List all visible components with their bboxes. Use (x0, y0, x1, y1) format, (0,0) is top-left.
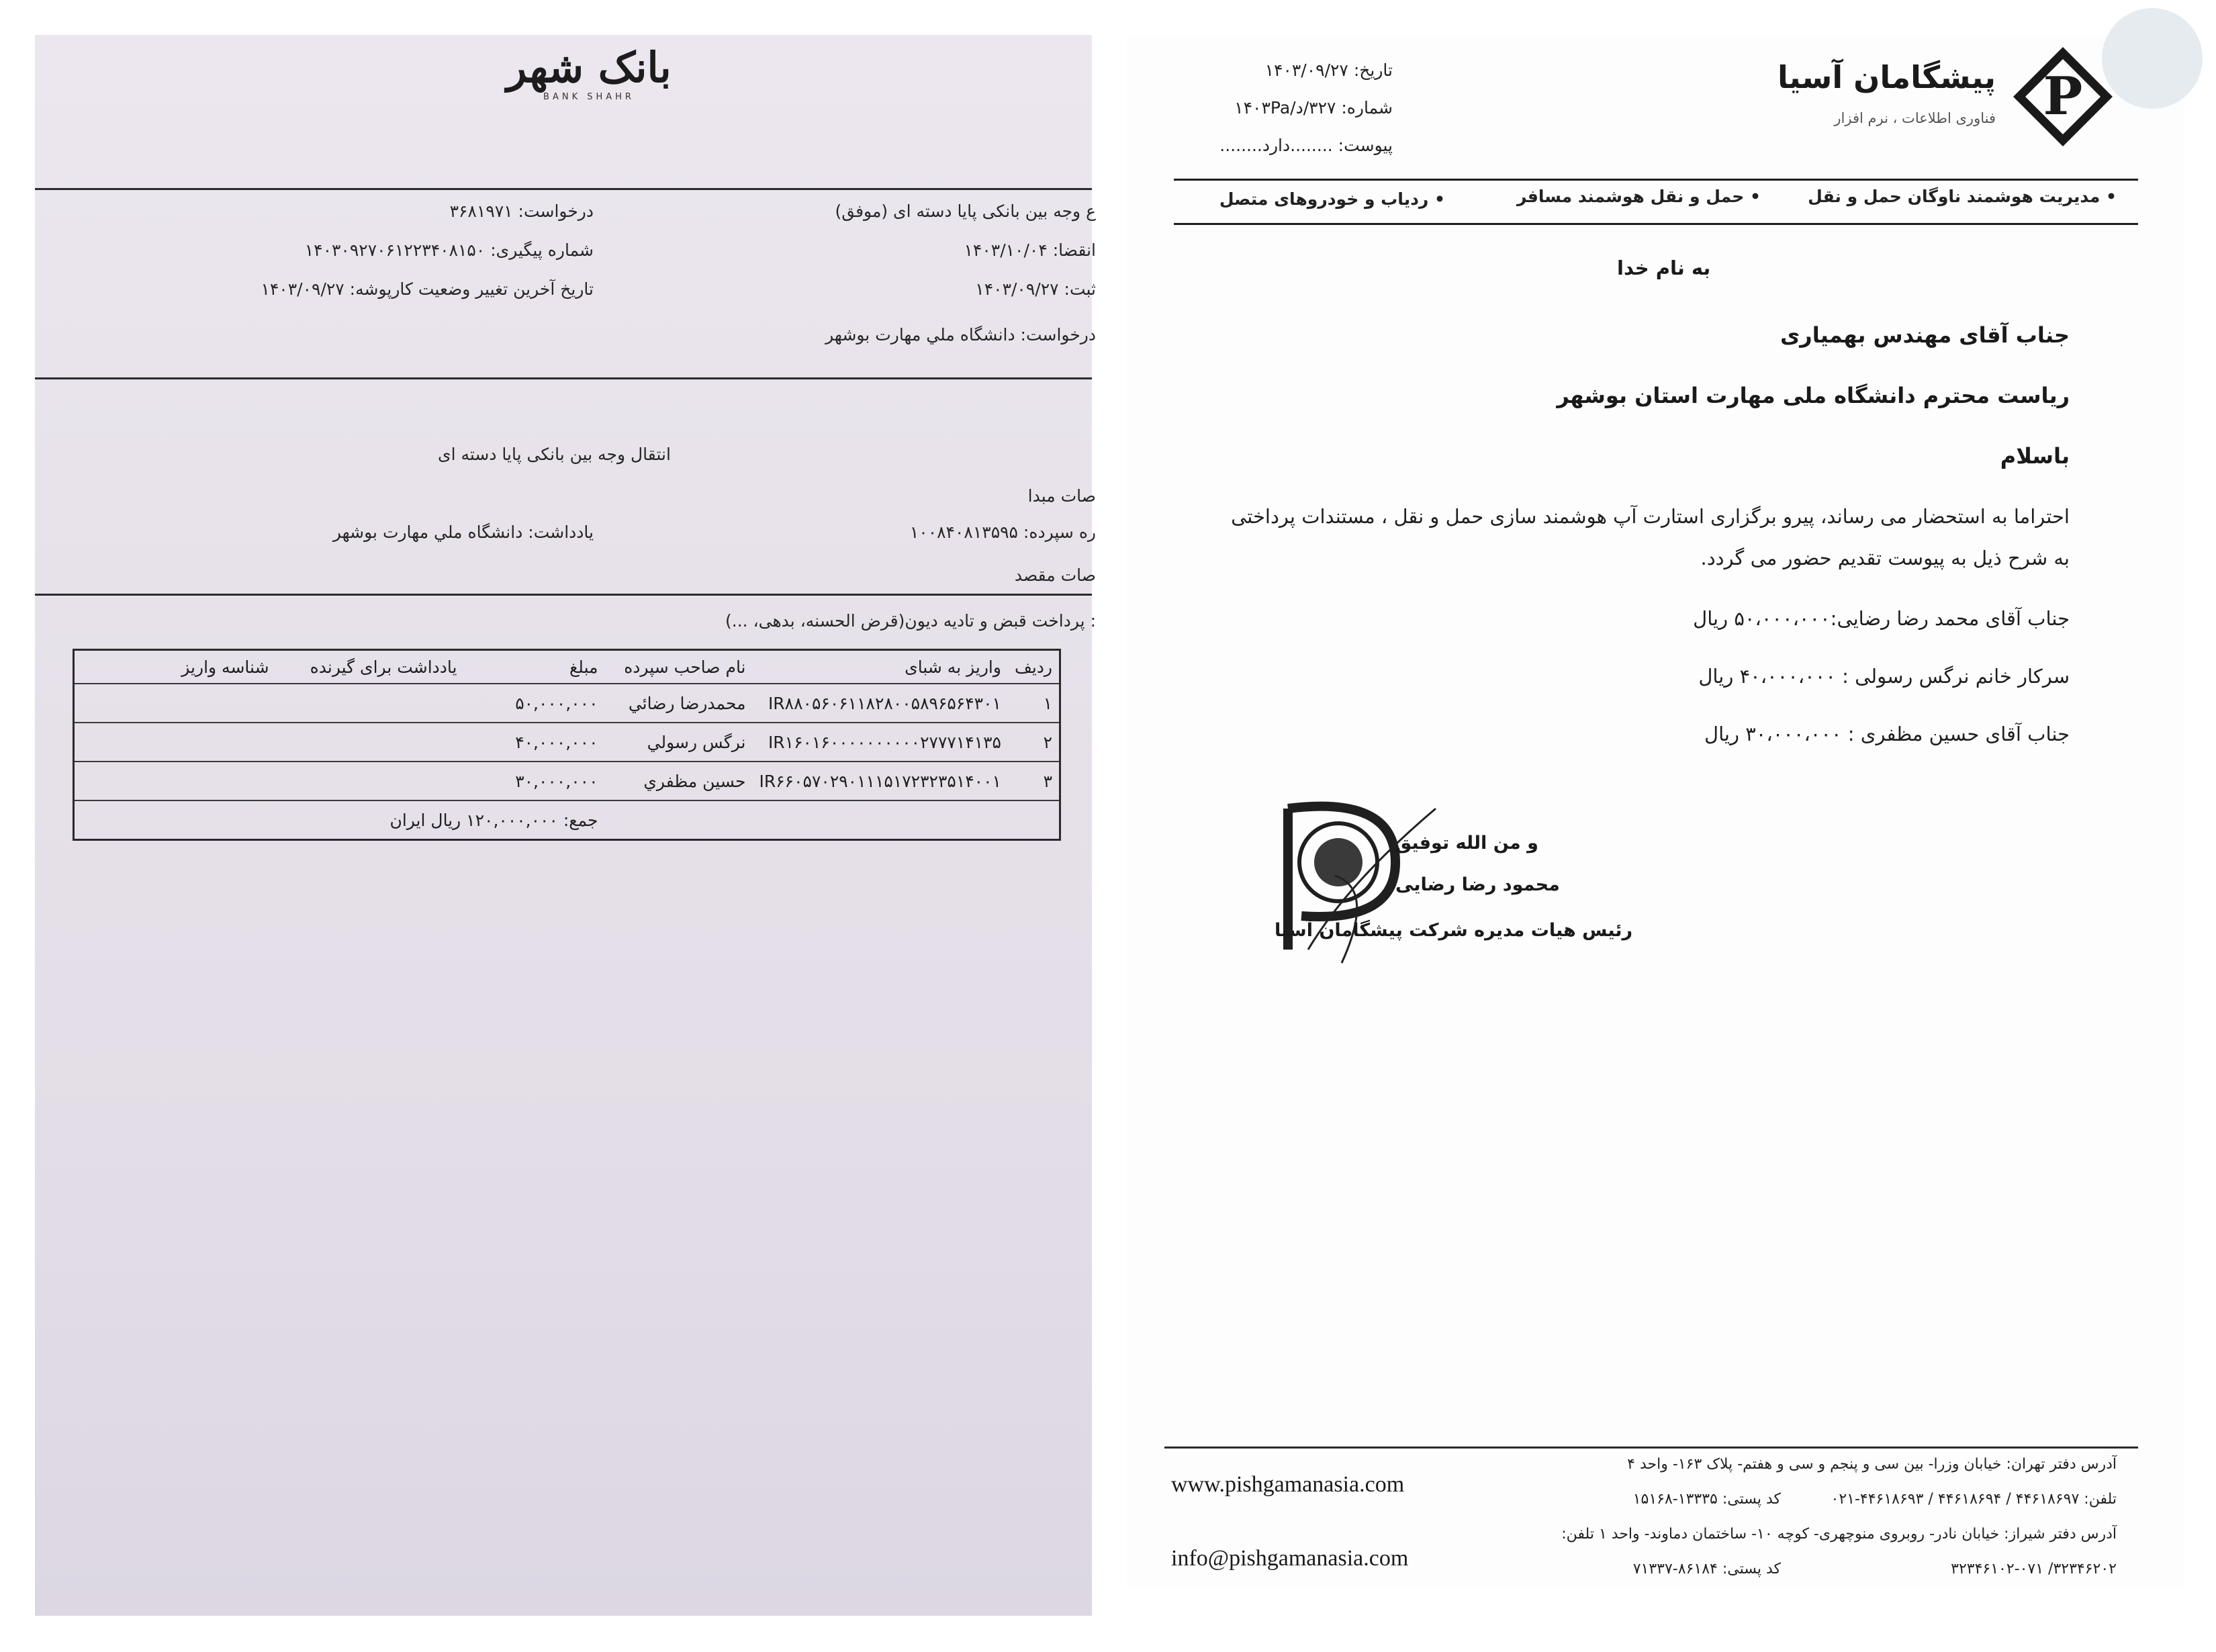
tehran-phone: تلفن: ۴۴۶۱۸۶۹۷ / ۴۴۶۱۸۶۹۴ / ۴۴۶۱۸۶۹۳-۰۲۱ (1831, 1491, 2117, 1508)
header-bottom-rule (1174, 223, 2138, 225)
payment-table (73, 649, 1061, 841)
cell-row-number: ۳ (1008, 762, 1060, 800)
expiry-date: انقضا: ۱۴۰۳/۱۰/۰۴ (964, 240, 1096, 260)
request-note: درخواست: دانشگاه ملي مهارت بوشهر (825, 325, 1096, 345)
bank-logo-text: بانک شهر (506, 43, 672, 92)
cell-owner: محمدرضا رضائي (605, 684, 753, 723)
payment-line-2: سرکار خانم نرگس رسولی : ۴۰،۰۰۰،۰۰۰ ریال (1698, 665, 2070, 688)
service-item-tracker: • ردیاب و خودروهای متصل (1219, 189, 1445, 209)
service-label: ردیاب و خودروهای متصل (1219, 189, 1429, 209)
tracking-number: شماره پیگیری: ۱۴۰۳۰۹۲۷۰۶۱۲۲۳۴۰۸۱۵۰ (304, 240, 594, 260)
transfer-purpose: : پرداخت قبض و تادیه دیون(قرض الحسنه، بدهی، ...) (725, 611, 1096, 631)
cell-recipient-note (276, 762, 464, 800)
table-row (74, 762, 1060, 800)
tehran-postal-code: کد پستی: ۱۳۳۳۵-۱۵۱۶۸ (1632, 1491, 1781, 1508)
cell-amount: ۳۰,۰۰۰,۰۰۰ (464, 762, 605, 800)
table-total-row (74, 800, 1060, 840)
registration-date: ثبت: ۱۴۰۳/۰۹/۲۷ (975, 279, 1096, 299)
letter-number: شماره: ۳۲۷/د/۱۴۰۳Pa (1234, 98, 1393, 118)
svg-text:P: P (2043, 66, 2083, 127)
divider (35, 594, 1092, 596)
company-subtitle: فناوری اطلاعات ، نرم افزار (1834, 110, 1996, 126)
col-header-owner: نام صاحب سپرده (605, 650, 753, 684)
transfer-note: یادداشت: دانشگاه ملي مهارت بوشهر (332, 522, 594, 542)
bank-logo (468, 43, 710, 102)
shiraz-postal-code: کد پستی: ۸۶۱۸۴-۷۱۳۳۷ (1632, 1561, 1781, 1577)
company-logo-icon (2009, 43, 2117, 150)
header-top-rule (1174, 179, 2138, 181)
request-type: ع وجه بین بانکی پایا دسته ای (موفق) (835, 201, 1096, 221)
cell-amount: ۵۰,۰۰۰,۰۰۰ (464, 684, 605, 723)
cell-sheba: IR۸۸۰۵۶۰۶۱۱۸۲۸۰۰۵۸۹۶۵۶۴۳۰۱ (753, 684, 1008, 723)
cell-owner: حسین مظفري (605, 762, 753, 800)
closing-phrase: و من الله توفیق (1395, 833, 1538, 854)
company-letter-page (1127, 35, 2184, 1588)
corner-decoration (2102, 8, 2203, 109)
col-header-recipient-note: یادداشت برای گیرنده (276, 650, 464, 684)
col-header-sheba: واریز به شبای (753, 650, 1008, 684)
cell-deposit-id (74, 762, 276, 800)
cell-deposit-id (74, 723, 276, 762)
divider (35, 188, 1092, 190)
service-label: حمل و نقل هوشمند مسافر (1516, 187, 1745, 206)
cell-sheba: IR۱۶۰۱۶۰۰۰۰۰۰۰۰۰۰۲۷۷۷۱۴۱۳۵ (753, 723, 1008, 762)
recipient-name: جناب آقای مهندس بهمیاری (1780, 322, 2070, 348)
cell-row-number: ۱ (1008, 684, 1060, 723)
recipient-title: ریاست محترم دانشگاه ملی مهارت استان بوشهر (1557, 383, 2070, 408)
company-email[interactable]: info@pishgamanasia.com (1171, 1546, 1409, 1571)
cell-recipient-note (276, 684, 464, 723)
payment-line-1: جناب آقای محمد رضا رضایی:۵۰،۰۰۰،۰۰۰ ریال (1693, 607, 2070, 630)
bank-logo-subtext: BANK SHAHR (543, 92, 635, 102)
signer-title: رئیس هیات مدیره شرکت پیشگامان آسیا (1275, 920, 1633, 941)
letter-attachment: پیوست: ........دارد........ (1219, 136, 1393, 155)
dest-spec-label: صات مقصد (1014, 565, 1096, 585)
last-status-date: تاریخ آخرین تغییر وضعیت کارپوشه: ۱۴۰۳/۰۹/۲۷ (261, 279, 594, 299)
body-paragraph-line1: احتراما به استحضار می رساند، پیرو برگزاری استارت آپ هوشمند سازی حمل و نقل ، مستندات پرداختی (1231, 505, 2070, 528)
signer-name: محمود رضا رضایی (1395, 874, 1560, 895)
company-name: پیشگامان آسیا (1778, 59, 1996, 95)
table-total: جمع: ۱۲۰,۰۰۰,۰۰۰ ریال ایران (389, 810, 598, 830)
service-item-passenger: • حمل و نقل هوشمند مسافر (1516, 187, 1761, 206)
greeting: باسلام (2000, 443, 2070, 469)
transfer-title: انتقال وجه بین بانکی پایا دسته ای (438, 445, 671, 464)
bismillah: به نام خدا (1617, 257, 1711, 279)
request-number: درخواست: ۳۶۸۱۹۷۱ (449, 201, 594, 221)
col-header-deposit-id: شناسه واریز (74, 650, 276, 684)
divider (35, 377, 1092, 379)
bank-receipt-page (35, 35, 1096, 1616)
source-spec-label: صات مبدا (1027, 486, 1096, 506)
deposit-number: ره سپرده: ۱۰۰۸۴۰۸۱۳۵۹۵ (909, 522, 1096, 542)
service-label: مدیریت هوشمند ناوگان حمل و نقل (1808, 187, 2100, 206)
shiraz-phone: ۳۲۳۴۶۲۰۲/ ۳۲۳۴۶۱۰۲-۰۷۱ (1951, 1561, 2117, 1577)
table-header-row (74, 650, 1060, 684)
cell-sheba: IR۶۶۰۵۷۰۲۹۰۱۱۱۵۱۷۲۳۲۳۵۱۴۰۰۱ (753, 762, 1008, 800)
service-item-fleet: • مدیریت هوشمند ناوگان حمل و نقل (1808, 187, 2117, 206)
tehran-address: آدرس دفتر تهران: خیابان وزرا- بین سی و پنجم و سی و هفتم- پلاک ۱۶۳- واحد ۴ (1627, 1456, 2117, 1473)
cell-amount: ۴۰,۰۰۰,۰۰۰ (464, 723, 605, 762)
table-row (74, 723, 1060, 762)
letter-date: تاریخ: ۱۴۰۳/۰۹/۲۷ (1264, 60, 1393, 80)
cell-owner: نرگس رسولي (605, 723, 753, 762)
cell-row-number: ۲ (1008, 723, 1060, 762)
company-website[interactable]: www.pishgamanasia.com (1171, 1472, 1405, 1497)
col-header-row-number: ردیف (1008, 650, 1060, 684)
body-paragraph-line2: به شرح ذیل به پیوست تقدیم حضور می گردد. (1700, 547, 2070, 569)
shiraz-address: آدرس دفتر شیراز: خیابان نادر- روبروی منوچهری- کوچه ۱۰- ساختمان دماوند- واحد ۱ تلفن: (1561, 1526, 2117, 1543)
payment-line-3: جناب آقای حسین مظفری : ۳۰،۰۰۰،۰۰۰ ریال (1704, 723, 2070, 745)
table-row (74, 684, 1060, 723)
col-header-amount: مبلغ (464, 650, 605, 684)
cell-deposit-id (74, 684, 276, 723)
cell-recipient-note (276, 723, 464, 762)
footer-rule (1164, 1447, 2138, 1449)
